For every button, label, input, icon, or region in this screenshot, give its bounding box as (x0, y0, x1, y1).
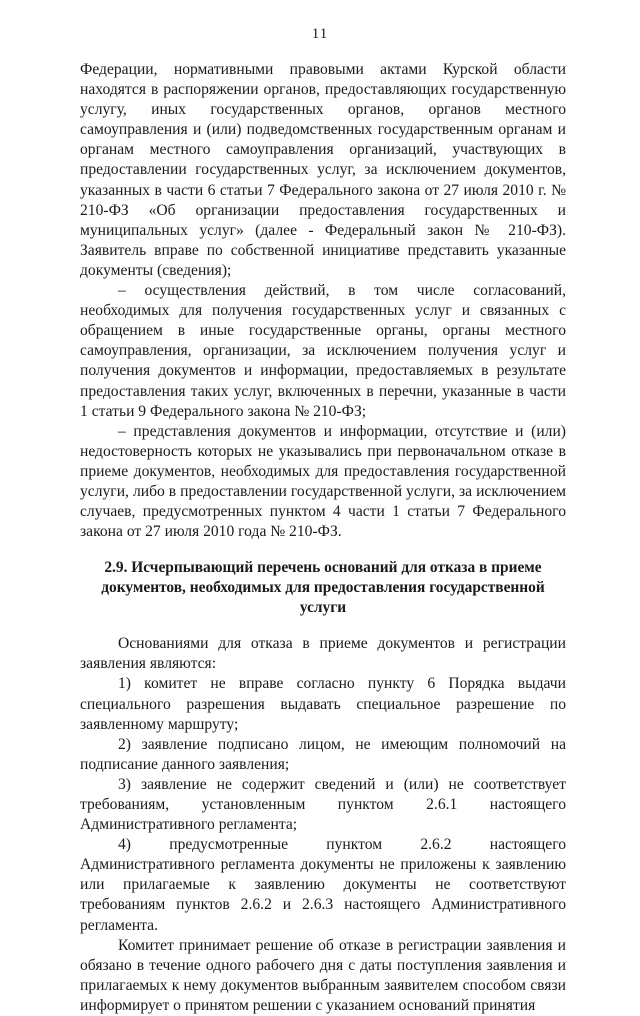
list-item-paragraph: 2) заявление подписано лицом, не имеющим полномочий на подписание данного заявления; (80, 735, 566, 773)
list-item-paragraph: 4) предусмотренные пунктом 2.6.2 настоящего Административного регламента документы не приложены к заявлению или прилагаемые к заявлению документы не соответствуют требованиям пунктов 2.6.2 и 2.6.3 настоящего Административного регламента. (80, 836, 566, 934)
list-item-paragraph: 1) комитет не вправе согласно пункту 6 Порядка выдачи специального разрешения выдавать специальное разрешение по заявленному маршруту; (80, 675, 566, 733)
paragraphs-after (80, 634, 566, 1016)
page-body (80, 60, 566, 1016)
list-item-paragraph: 3) заявление не содержит сведений и (или) не соответствует требованиям, установленным пунктом 2.6.1 настоящего Административного регламента; (80, 775, 566, 834)
list-item-paragraph: – осуществления действий, в том числе согласований, необходимых для получения государственных услуг и связанных с обращением в иные государственные органы, органы местного самоуправления, организации, за исключением получения услуг и получения документов и информации, предоставляемых в результате предоставления таких услуг, включенных в перечни, указанные в части 1 статьи 9 Федерального закона № 210-ФЗ; (80, 282, 566, 420)
page-number: 11 (311, 26, 329, 42)
list-item-paragraph: – представления документов и информации, отсутствие и (или) недостоверность которых не указывались при первоначальном отказе в приеме документов, необходимых для предоставления государственной услуги, либо в предоставлении государственной услуги, за исключением случаев, предусмотренных пунктом 4 части 1 статьи 7 Федерального закона от 27 июля 2010 года № 210-ФЗ. (80, 422, 566, 541)
paragraphs-before (80, 60, 566, 542)
paragraph: Комитет принимает решение об отказе в регистрации заявления и обязано в течение одного рабочего дня с даты поступления заявления и прилагаемых к нему документов выбранным заявителем способом связи информирует о принятом решении с указанием оснований принятия (80, 936, 566, 1014)
section-heading: 2.9. Исчерпывающий перечень оснований для отказа в приеме документов, необходимых для предоставления государственной услуги (101, 559, 545, 617)
paragraph: Основаниями для отказа в приеме документов и регистрации заявления являются: (80, 635, 566, 673)
paragraph: Федерации, нормативными правовыми актами Курской области находятся в распоряжении органов, предоставляющих государственную услугу, иных государственных органов, органов местного самоуправления и (или) подведомственных государственным органам и органам местного самоуправления организаций, участвующих в предоставлении государственных услуг, за исключением документов, указанных в части 6 статьи 7 Федерального закона от 27 июля 2010 г. № 210-ФЗ «Об организации предоставления государственных и муниципальных услуг» (далее - Федеральный закон № 210-ФЗ). Заявитель вправе по собственной инициативе представить указанные документы (сведения); (80, 61, 566, 279)
